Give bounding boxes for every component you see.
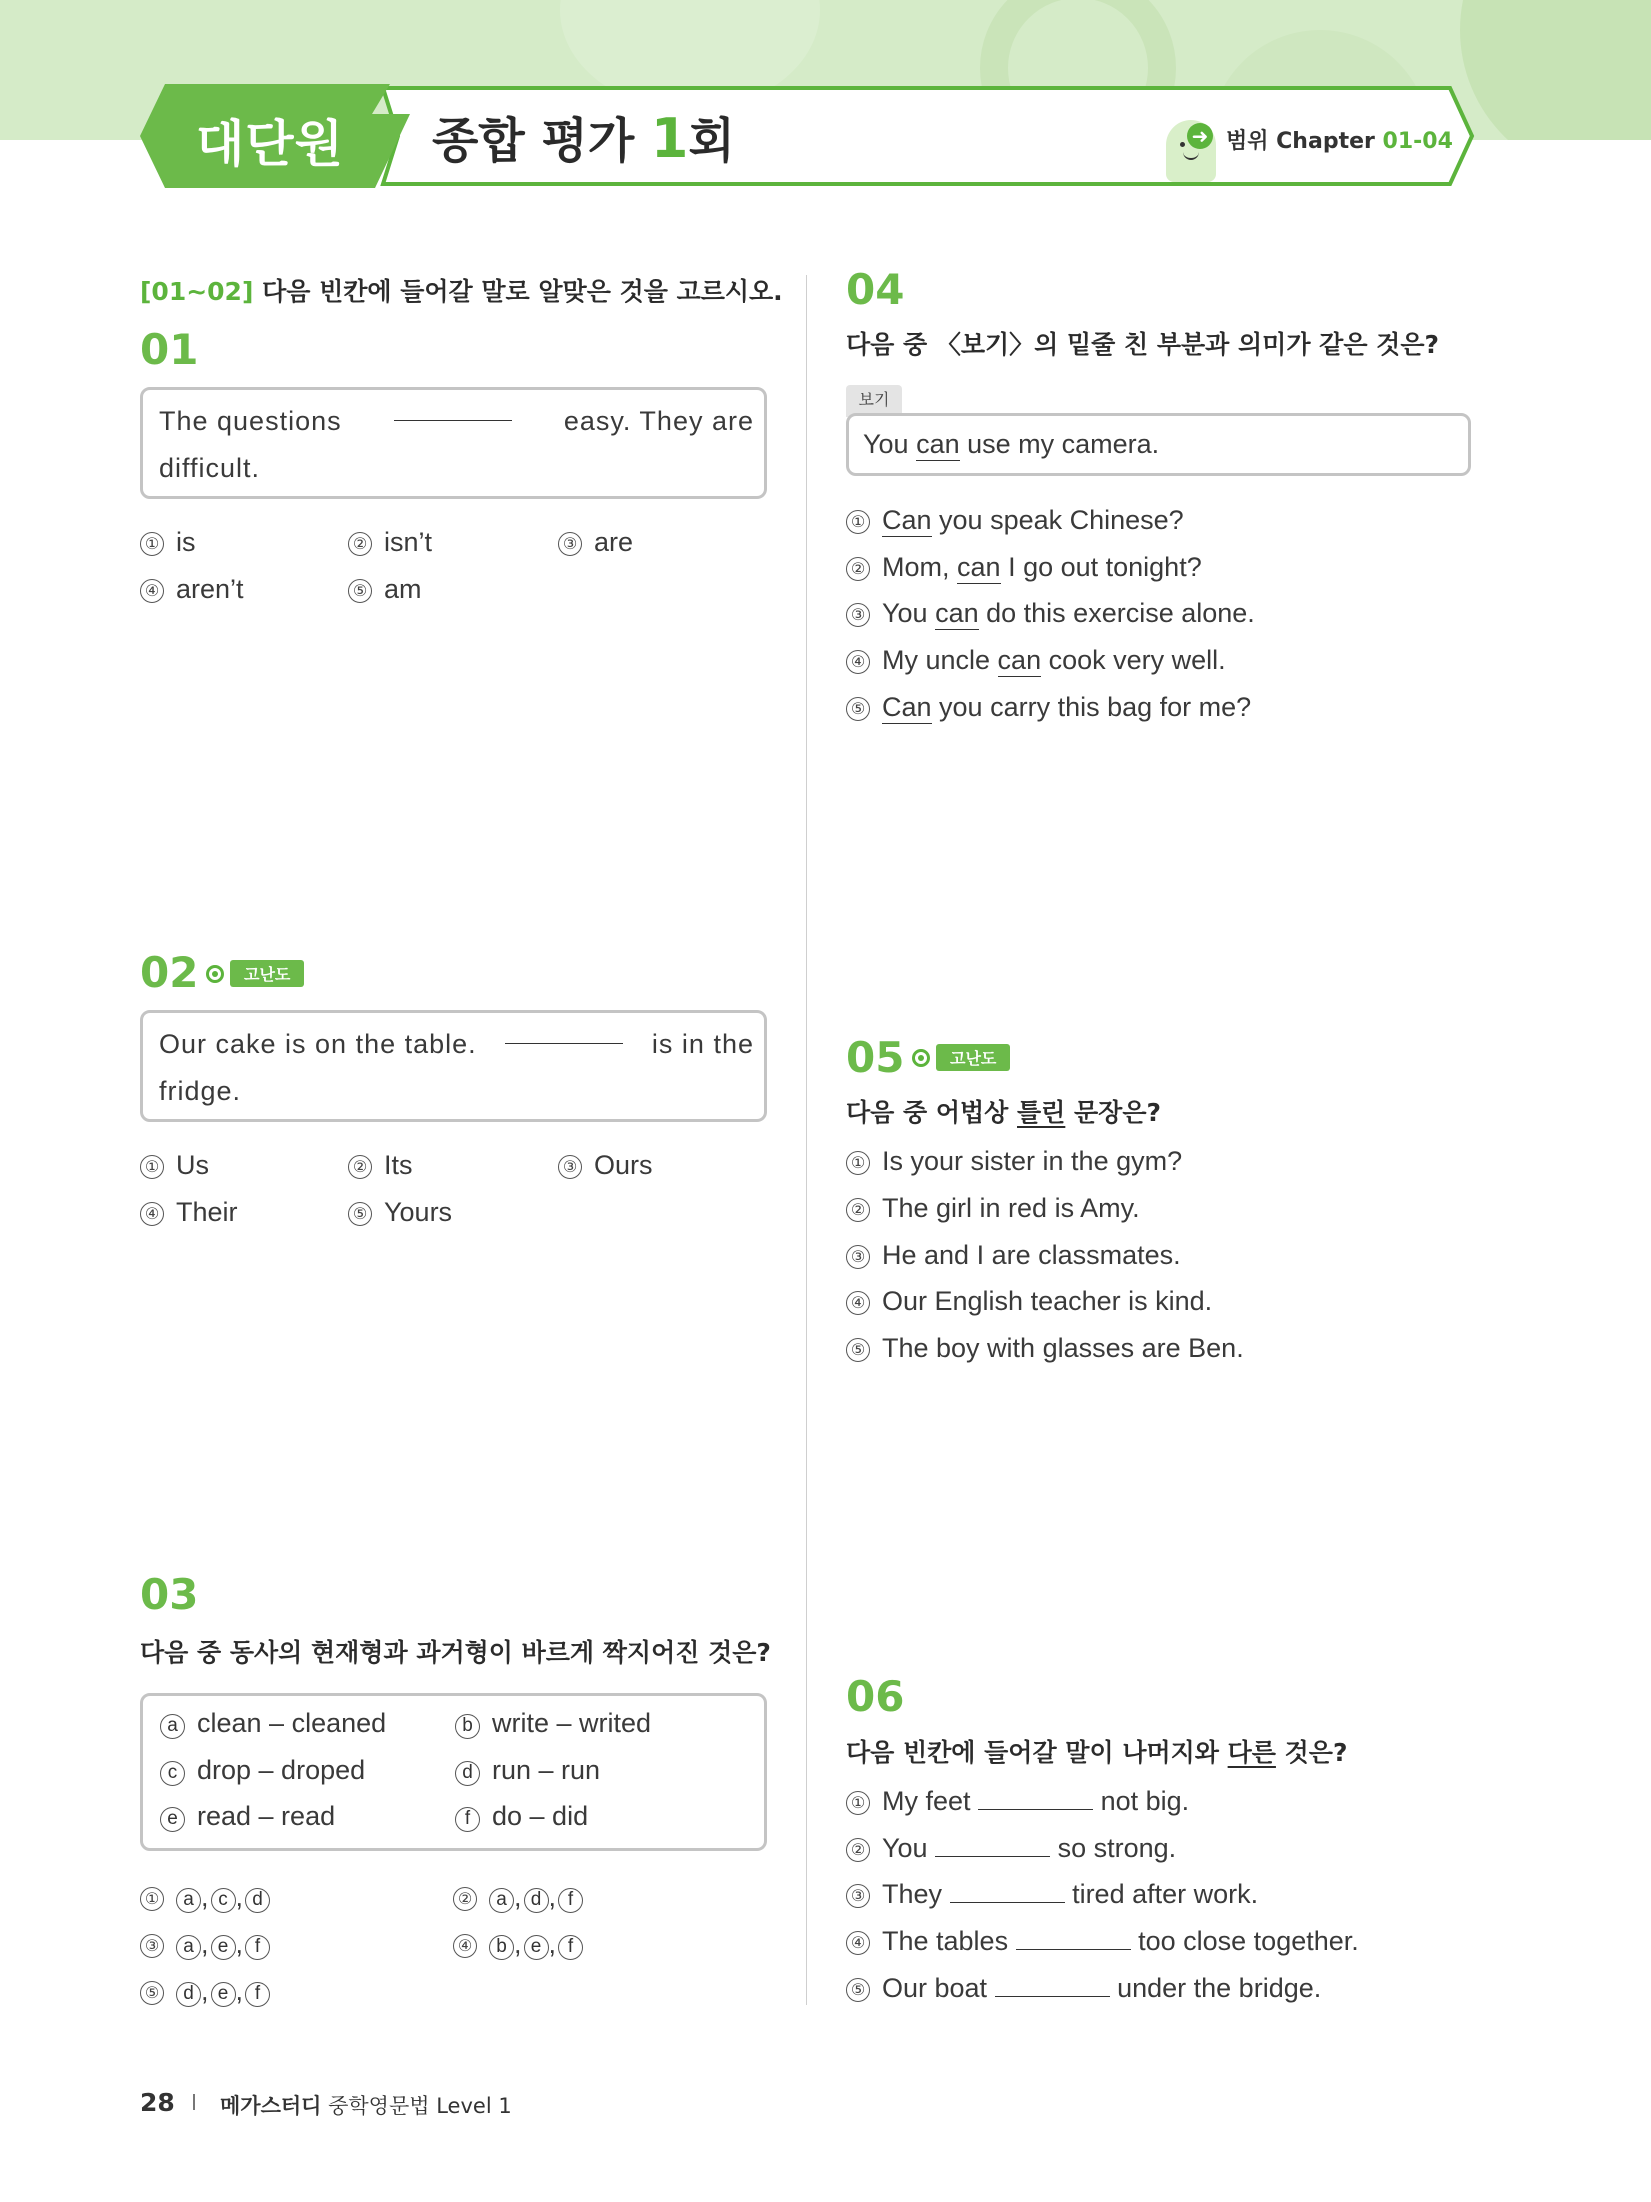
- answer-blank: [950, 1880, 1065, 1903]
- q03-option-2[interactable]: ② a , d , f: [453, 1882, 583, 1913]
- pair-d: d run – run: [455, 1755, 600, 1786]
- question-number-04: 04: [846, 265, 905, 314]
- pair-b: b write – writed: [455, 1708, 651, 1739]
- q03-option-4[interactable]: ④ b , e , f: [453, 1929, 583, 1960]
- column-divider: [806, 275, 807, 2005]
- q05-option-3[interactable]: ③ He and I are classmates.: [846, 1240, 1181, 1271]
- question-number-03: 03: [140, 1570, 199, 1619]
- pair-c: c drop – droped: [160, 1755, 365, 1786]
- q02-option-1[interactable]: ① Us: [140, 1150, 209, 1181]
- answer-blank: [935, 1834, 1050, 1857]
- footer-divider: [193, 2094, 195, 2110]
- q01-option-2[interactable]: ② isn’t: [348, 527, 432, 558]
- book-title: 메가스터디 중학영문법 Level 1: [220, 2094, 512, 2118]
- q05-option-5[interactable]: ⑤ The boy with glasses are Ben.: [846, 1333, 1244, 1364]
- answer-blank: [394, 398, 512, 421]
- q02-option-2[interactable]: ② Its: [348, 1150, 413, 1181]
- underlined-word: can: [916, 429, 960, 459]
- question-04-text: 다음 중 〈보기〉의 밑줄 친 부분과 의미가 같은 것은?: [846, 330, 1439, 359]
- target-icon: [206, 965, 224, 983]
- option-number: ④: [140, 579, 164, 603]
- q01-option-4[interactable]: ④ aren’t: [140, 574, 244, 605]
- q06-option-1[interactable]: ① My feet not big.: [846, 1786, 1189, 1817]
- question-number-02: 02: [140, 948, 199, 997]
- q01-sentence-line2: difficult.: [159, 453, 261, 483]
- q01-sentence-start: The questions: [159, 406, 342, 436]
- q02-sentence-line2: fridge.: [159, 1076, 242, 1106]
- q05-option-2[interactable]: ② The girl in red is Amy.: [846, 1193, 1140, 1224]
- q01-option-5[interactable]: ⑤ am: [348, 574, 422, 605]
- option-number: ②: [348, 532, 372, 556]
- question-number-01: 01: [140, 325, 199, 374]
- arrow-right-icon: ➜: [1187, 123, 1213, 149]
- page-number: 28: [140, 2088, 175, 2117]
- answer-blank: [1016, 1927, 1131, 1950]
- option-number: ①: [140, 1155, 164, 1179]
- q05-option-4[interactable]: ④ Our English teacher is kind.: [846, 1286, 1212, 1317]
- q01-option-3[interactable]: ③ are: [558, 527, 633, 558]
- option-number: ④: [140, 1202, 164, 1226]
- q06-option-2[interactable]: ② You so strong.: [846, 1833, 1176, 1864]
- q06-option-3[interactable]: ③ They tired after work.: [846, 1879, 1258, 1910]
- q04-option-1[interactable]: ① Can you speak Chinese?: [846, 505, 1184, 536]
- question-03-box: [140, 1693, 767, 1851]
- q05-option-1[interactable]: ① Is your sister in the gym?: [846, 1146, 1182, 1177]
- q03-option-3[interactable]: ③ a , e , f: [140, 1929, 270, 1960]
- question-06-text: 다음 빈칸에 들어갈 말이 나머지와 다른 것은?: [846, 1738, 1348, 1767]
- q03-option-1[interactable]: ① a , c , d: [140, 1882, 270, 1913]
- unit-label: 대단원: [196, 115, 344, 173]
- q04-option-5[interactable]: ⑤ Can you carry this bag for me?: [846, 692, 1251, 723]
- option-number: ⑤: [348, 579, 372, 603]
- example-tab: 보기: [846, 385, 902, 417]
- q02-sentence-end: is in the: [651, 1029, 754, 1059]
- option-number: ③: [558, 1155, 582, 1179]
- question-number-06: 06: [846, 1672, 905, 1721]
- option-number: ②: [348, 1155, 372, 1179]
- pair-f: f do – did: [455, 1801, 588, 1832]
- q04-option-4[interactable]: ④ My uncle can cook very well.: [846, 645, 1226, 676]
- question-03-text: 다음 중 동사의 현재형과 과거형이 바르게 짝지어진 것은?: [140, 1638, 771, 1667]
- question-number-05: 05: [846, 1033, 905, 1082]
- instruction-01-02: [01~02] 다음 빈칸에 들어갈 말로 알맞은 것을 고르시오.: [140, 277, 783, 306]
- q02-option-4[interactable]: ④ Their: [140, 1197, 238, 1228]
- page-title: 종합 평가 1회: [432, 107, 735, 170]
- difficulty-badge: 고난도: [912, 1044, 1010, 1072]
- option-number: ③: [558, 532, 582, 556]
- q06-option-4[interactable]: ④ The tables too close together.: [846, 1926, 1359, 1957]
- q02-option-5[interactable]: ⑤ Yours: [348, 1197, 452, 1228]
- pair-a: a clean – cleaned: [160, 1708, 386, 1739]
- q02-option-3[interactable]: ③ Ours: [558, 1150, 653, 1181]
- q04-option-2[interactable]: ② Mom, can I go out tonight?: [846, 552, 1202, 583]
- chapter-range: 범위 Chapter 01-04: [1226, 129, 1453, 154]
- answer-blank: [995, 1974, 1110, 1997]
- question-01-box: [140, 387, 767, 499]
- option-number: ①: [140, 532, 164, 556]
- difficulty-badge: 고난도: [206, 960, 304, 988]
- question-05-text: 다음 중 어법상 틀린 문장은?: [846, 1098, 1161, 1127]
- answer-blank: [505, 1021, 623, 1044]
- q01-sentence-end: easy. They are: [563, 406, 754, 436]
- q06-option-5[interactable]: ⑤ Our boat under the bridge.: [846, 1973, 1321, 2004]
- target-icon: [912, 1049, 930, 1067]
- answer-blank: [978, 1787, 1093, 1810]
- q04-option-3[interactable]: ③ You can do this exercise alone.: [846, 598, 1255, 629]
- pair-e: e read – read: [160, 1801, 335, 1832]
- example-box: You can use my camera.: [846, 413, 1471, 476]
- q01-option-1[interactable]: ① is: [140, 527, 196, 558]
- question-02-box: [140, 1010, 767, 1122]
- q03-option-5[interactable]: ⑤ d , e , f: [140, 1976, 270, 2007]
- option-number: ⑤: [348, 1202, 372, 1226]
- q02-sentence-start: Our cake is on the table.: [159, 1029, 477, 1059]
